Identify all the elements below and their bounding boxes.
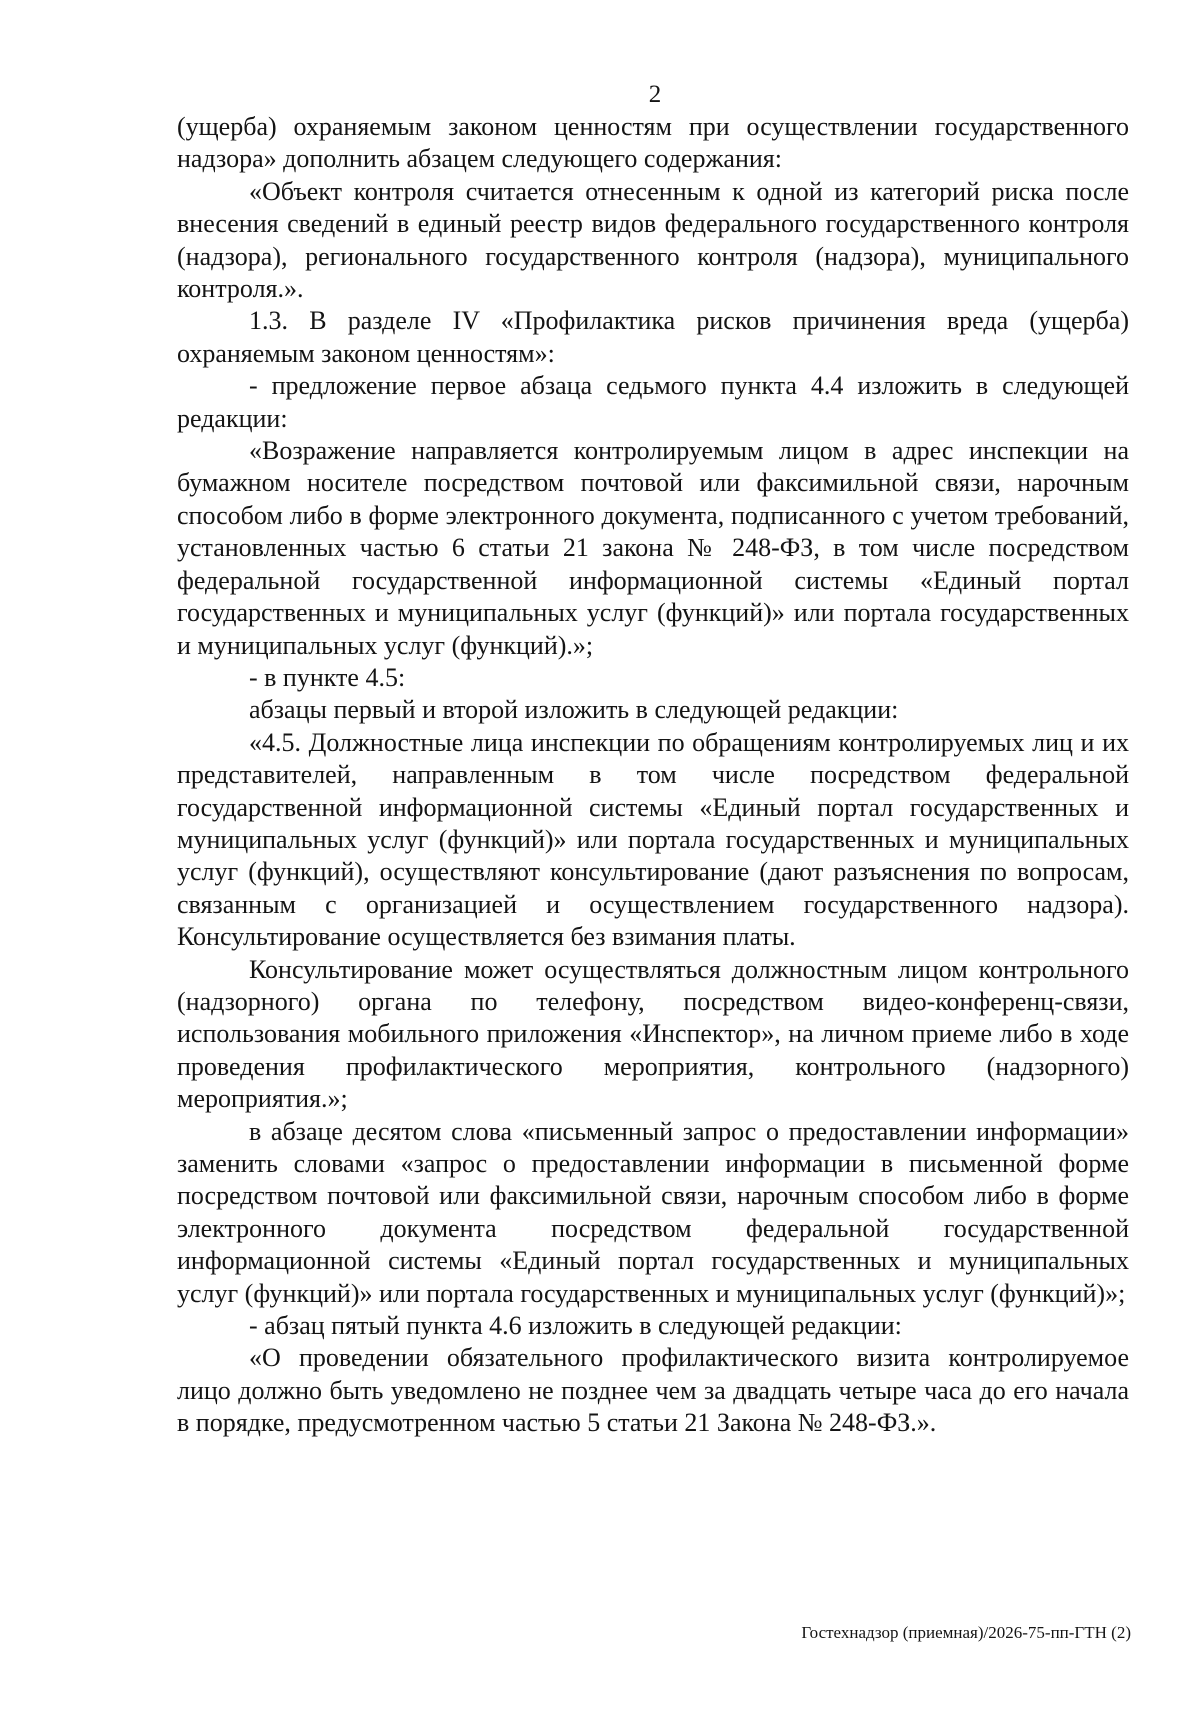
paragraph-objection-text: «Возражение направляется контролируемым лицом в адрес инспекции на бумажном носителе посредством почтовой или факсимильной связи, нарочным способом либо в форме электронного документа, подписанного с учетом требований, установленных частью 6 статьи 21 закона № 248-ФЗ, в том числе посредством федеральной государственной информационной системы «Единый портал государственных и муниципальных услуг (функций)» или портала государственных и муниципальных услуг (функций).»; [177, 436, 1129, 660]
page-number: 2 [648, 81, 662, 108]
paragraph-consultation-4-5: «4.5. Должностные лица инспекции по обращениям контролируемых лиц и их представителей, направленным в том числе посредством федеральной государственной информационной системы «Единый портал государственных и муниципальных услуг (функций)» или портала государственных и муниципальных услуг (функций), осуществляют консультирование (дают разъяснения по вопросам, связанным с организацией и осуществлением государственного надзора). Консультирование осуществляется без взимания платы. [177, 727, 1129, 952]
paragraph-mandatory-visit: «О проведении обязательного профилактического визита контролируемое лицо должно быть уведомлено не позднее чем за двадцать четыре часа до его начала в порядке, предусмотренном частью 5 статьи 21 Закона № 248-ФЗ.». [177, 1343, 1129, 1438]
document-footer: Гостехнадзор (приемная)/2026-75-пп-ГТН (2) [801, 1623, 1131, 1642]
paragraph-first-second-abzac: абзацы первый и второй изложить в следующей редакции: [249, 695, 899, 725]
paragraph-section-1-3: 1.3. В разделе IV «Профилактика рисков причинения вреда (ущерба) охраняемым законом ценностям»: [177, 306, 1129, 368]
paragraph-continuation: (ущерба) охраняемым законом ценностям при осуществлении государственного надзора» дополнить абзацем следующего содержания: [177, 112, 1129, 174]
paragraph-item-4-6: - абзац пятый пункта 4.6 изложить в следующей редакции: [249, 1311, 902, 1341]
paragraph-consultation-methods: Консультирование может осуществляться должностным лицом контрольного (надзорного) органа по телефону, посредством видео-конференц-связи, использования мобильного приложения «Инспектор», на личном приеме либо в ходе проведения профилактического мероприятия, контрольного (надзорного) мероприятия.»; [177, 954, 1129, 1114]
document-body [177, 111, 1129, 1440]
paragraph-item-4-5: - в пункте 4.5: [249, 662, 406, 692]
paragraph-tenth-abzac: в абзаце десятом слова «письменный запрос о предоставлении информации» заменить словами «запрос о предоставлении информации в письменной форме посредством почтовой или факсимильной связи, нарочным способом либо в форме электронного документа посредством федеральной государственной информационной системы «Единый портал государственных и муниципальных услуг (функций)» или портала государственных и муниципальных услуг (функций)»; [177, 1116, 1129, 1308]
paragraph-risk-category-text: «Объект контроля считается отнесенным к одной из категорий риска после внесения сведений в единый реестр видов федерального государственного контроля (надзора), регионального государственного контроля (надзора), муниципального контроля.». [177, 176, 1129, 304]
paragraph-item-4-4: - предложение первое абзаца седьмого пункта 4.4 изложить в следующей редакции: [177, 371, 1129, 433]
